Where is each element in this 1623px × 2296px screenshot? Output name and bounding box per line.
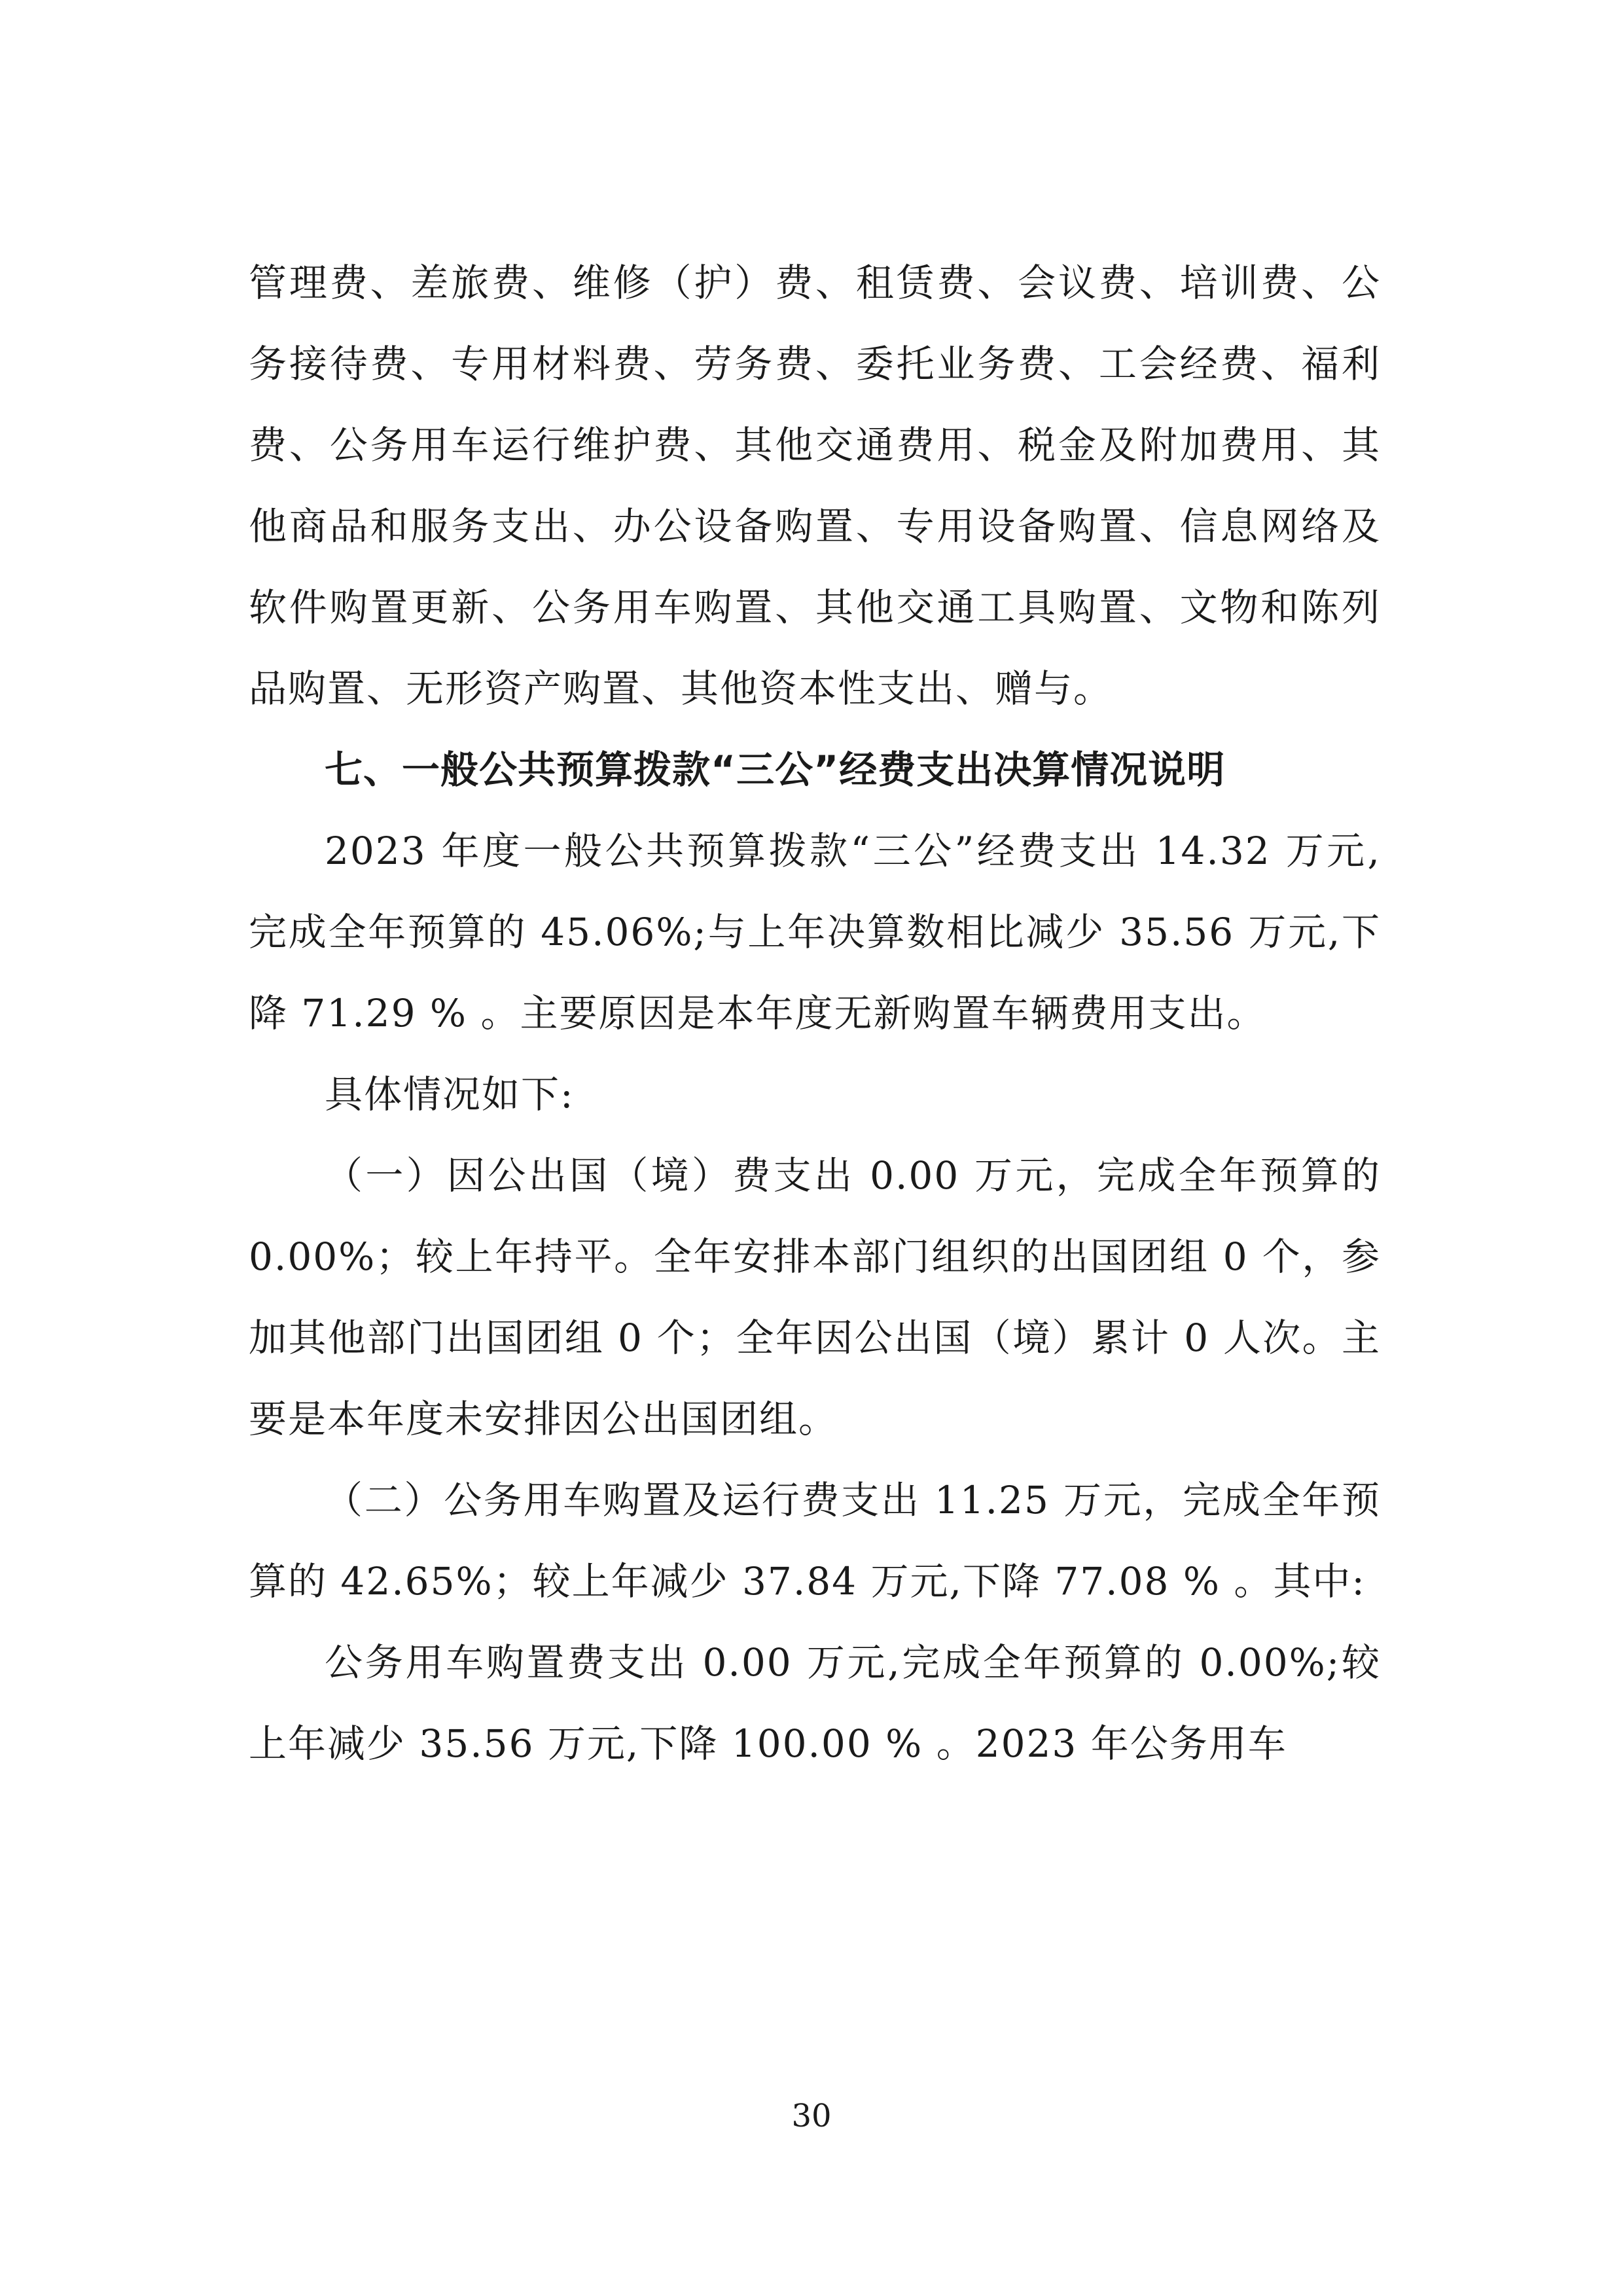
paragraph-official-vehicles: （二）公务用车购置及运行费支出 11.25 万元，完成全年预算的 42.65%；较上年减少 37.84 万元,下降 77.08 % 。其中:	[249, 1478, 1381, 1604]
paragraph-three-public-summary: 2023 年度一般公共预算拨款“三公”经费支出 14.32 万元,完成全年预算的 45.06%;与上年决算数相比减少 35.56 万元,下降 71.29 % 。主要原因是本年度无新购置车辆费用支出。	[249, 829, 1381, 1035]
section-heading-seven: 七、一般公共预算拨款“三公”经费支出决算情况说明	[325, 747, 1226, 792]
paragraph-vehicle-purchase: 公务用车购置费支出 0.00 万元,完成全年预算的 0.00%;较上年减少 35.56 万元,下降 100.00 % 。2023 年公务用车	[249, 1640, 1381, 1766]
document-body	[249, 242, 1381, 1784]
paragraph-details-intro: 具体情况如下:	[325, 1072, 575, 1117]
page-number: 30	[791, 2098, 832, 2134]
paragraph-overseas-travel: （一）因公出国（境）费支出 0.00 万元，完成全年预算的 0.00%；较上年持平。全年安排本部门组织的出国团组 0 个，参加其他部门出国团组 0 个；全年因公出国（境）累计 0 人次。主要是本年度未安排因公出国团组。	[249, 1153, 1381, 1441]
paragraph-expense-list: 管理费、差旅费、维修（护）费、租赁费、会议费、培训费、公务接待费、专用材料费、劳务费、委托业务费、工会经费、福利费、公务用车运行维护费、其他交通费用、税金及附加费用、其他商品和服务支出、办公设备购置、专用设备购置、信息网络及软件购置更新、公务用车购置、其他交通工具购置、文物和陈列品购置、无形资产购置、其他资本性支出、赠与。	[249, 260, 1381, 711]
